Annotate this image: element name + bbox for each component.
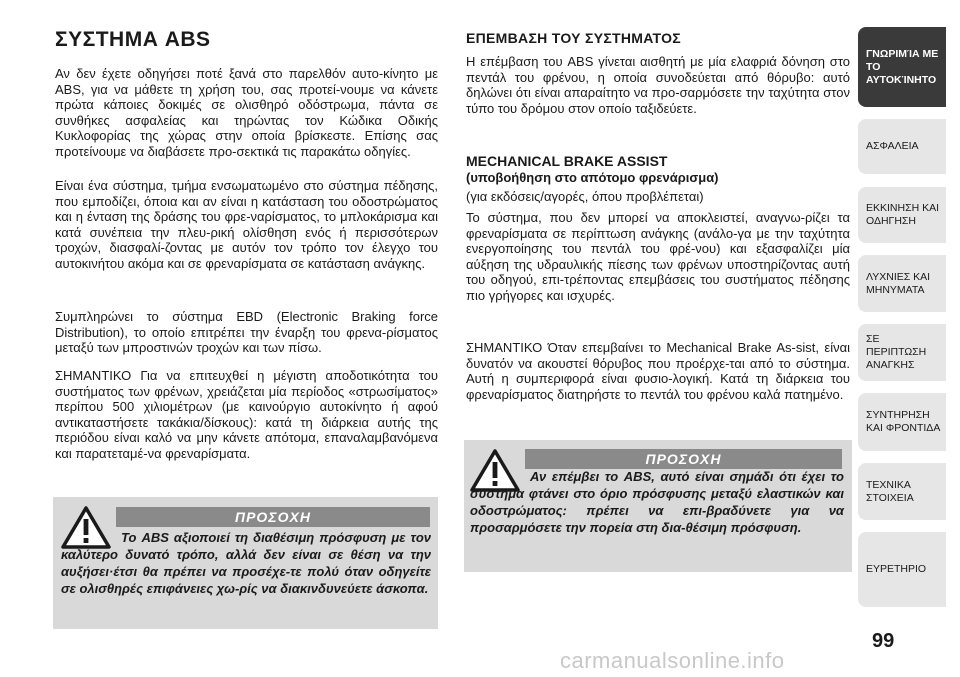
page-title: ΣΥΣΤΗΜΑ ABS [55, 28, 211, 51]
abs-intro-paragraph: Αν δεν έχετε οδηγήσει ποτέ ξανά στο παρελθόν αυτο-κίνητο με ABS, για να μάθετε τη χρήση του, σας προτεί-νουμε να κάνετε πρώτα κάποιες δοκιμές σε ολισθηρό οδόστρωμα, πάντα σε συνθήκες ασφαλείας και τηρώντας τον Κώδικα Οδικής Κυκλοφορίας της χώρας στην οποία βρίσκεστε. Επίσης σας προτείνουμε να διαβάσετε προ-σεκτικά τις παρακάτω οδηγίες. [55, 66, 438, 159]
warning-header: ΠΡΟΣΟΧΗ [116, 507, 430, 527]
brake-assist-important-paragraph: ΣΗΜΑΝΤΙΚΟ Όταν επεμβαίνει το Mechanical Brake As-sist, είναι δυνατόν να ακουστεί θόρυβος που προέρχε-ται από το σύστημα. Αυτή η συμπεριφορά είναι φυσιο-λογική. Κατά τη διάρκεια του φρεναρίσματος διατηρήστε το πεντάλ του φρένου καλά πατημένο. [466, 340, 850, 402]
system-intervention-heading: ΕΠΕΜΒΑΣΗ ΤΟΥ ΣΥΣΤΗΜΑΤΟΣ [466, 30, 681, 46]
tab-safety[interactable]: ΑΣΦΑΛΕΙΑ [858, 119, 946, 174]
tab-index[interactable]: ΕΥΡΕΤΗΡΙΟ [858, 532, 946, 607]
tab-maintenance-care[interactable]: ΣΥΝΤΗΡΗΣΗ ΚΑΙ ΦΡΟΝΤΙΔΑ [858, 393, 946, 451]
brake-assist-subheading: (υποβοήθηση στο απότομο φρενάρισμα) [466, 170, 719, 185]
tab-lights-messages[interactable]: ΛΥΧΝΙΕΣ ΚΑΙ ΜΗΝΥΜΑΤΑ [858, 255, 946, 312]
ebd-paragraph: Συμπληρώνει το σύστημα EBD (Electronic Braking force Distribution), το οποίο επιτρέπει την έναρξη του φρενα-ρίσματος μεταξύ των μπροστινών τροχών και των πίσω. [55, 309, 438, 356]
tab-getting-to-know-car[interactable]: ΓΝΩΡΙΜΊΑ ΜΕ ΤΟ ΑΥΤΟΚΊΝΗΤΟ [858, 27, 946, 107]
tab-emergency[interactable]: ΣΕ ΠΕΡΙΠΤΩΣΗ ΑΝΑΓΚΗΣ [858, 324, 946, 381]
intervention-paragraph: Η επέμβαση του ABS γίνεται αισθητή με μία ελαφριά δόνηση στο πεντάλ του φρένου, η οποία συνοδεύεται από θόρυβο: αυτό δηλώνει ότι είναι απαραίτητο να προ-σαρμόσετε την ταχύτητα στον τύπο του δρόμου στον οποίο ταξιδεύετε. [466, 54, 850, 116]
brake-assist-paragraph: Το σύστημα, που δεν μπορεί να αποκλειστεί, αναγνω-ρίζει τα φρεναρίσματα σε περίπτωση ανάγκης (ανάλο-γα με την ταχύτητα ενεργοποίησης του πεντάλ του φρέ-νου) και εξασφαλίζει μία αύξηση της υδραυλικής πίεσης των φρένων υποστηρίζοντας αυτή του οδηγού, επι-τρέποντας επεμβάσεις του συστήματος πέδησης πιο γρήγορες και ισχυρές. [466, 210, 850, 303]
brake-assist-heading: MECHANICAL BRAKE ASSIST [466, 153, 668, 169]
tab-starting-driving[interactable]: ΕΚΚΙΝΗΣΗ ΚΑΙ ΟΔΗΓΗΣΗ [858, 187, 946, 243]
warning-text: Το ABS αξιοποιεί τη διαθέσιμη πρόσφυση με τον καλύτερο δυνατό τρόπο, αλλά δεν είναι σε θέση να την αυξήσει·έτσι θα πρέπει να προσέχε-τε πολύ όταν οδηγείτε σε ολισθηρές επιφάνειες χω-ρίς να διακινδυνεύετε άσκοπα. [61, 530, 431, 596]
availability-note: (για εκδόσεις/αγορές, όπου προβλέπεται) [466, 189, 704, 204]
watermark: carmanualsonline.info [560, 648, 785, 673]
warning-header: ΠΡΟΣΟΧΗ [525, 449, 842, 469]
abs-description-paragraph: Είναι ένα σύστημα, τμήμα ενσωματωμένο στο σύστημα πέδησης, που εμποδίζει, όποια και αν είναι η κατάσταση του οδοστρώματος και η ένταση της δράσης του φρε-ναρίσματος, το μπλοκάρισμα και κατά συνέπεια την πλευ-ρική ολίσθηση ενός ή περισσότερων τροχών, διασφαλί-ζοντας με αυτόν τον τρόπο τον έλεγχο του αυτοκινήτου ακόμα και σε φρεναρίσματα σε κατάσταση ανάγκης. [55, 178, 438, 271]
warning-text: Αν επέμβει το ABS, αυτό είναι σημάδι ότι έχει το σύστημα φτάνει στο όριο πρόσφυσης μεταξύ ελαστικών και οδοστρώματος: πρέπει να επι-βραδύνετε για να προσαρμόσετε την πορεία στη δια-θέσιμη πρόσφυση. [470, 469, 844, 535]
important-paragraph: ΣΗΜΑΝΤΙΚΟ Για να επιτευχθεί η μέγιστη αποδοτικότητα του συστήματος των φρένων, χρειάζεται μία περίοδος «στρωσίματος» περίπου 500 χιλιομέτρων (με καινούργιο αυτοκίνητο ή αφού αντικαταστήσετε τακάκια/δίσκους): κατά τη διάρκεια αυτής της περιόδου είναι καλό να μην κάνετε απότομα, επαναλαμβανόμενα και παρατεταμέ-να φρεναρίσματα. [55, 368, 438, 461]
page-number: 99 [872, 630, 895, 652]
warning-box [464, 440, 852, 572]
warning-box [53, 497, 438, 629]
tab-technical-specs[interactable]: ΤΕΧΝΙΚΑ ΣΤΟΙΧΕΙΑ [858, 463, 946, 520]
